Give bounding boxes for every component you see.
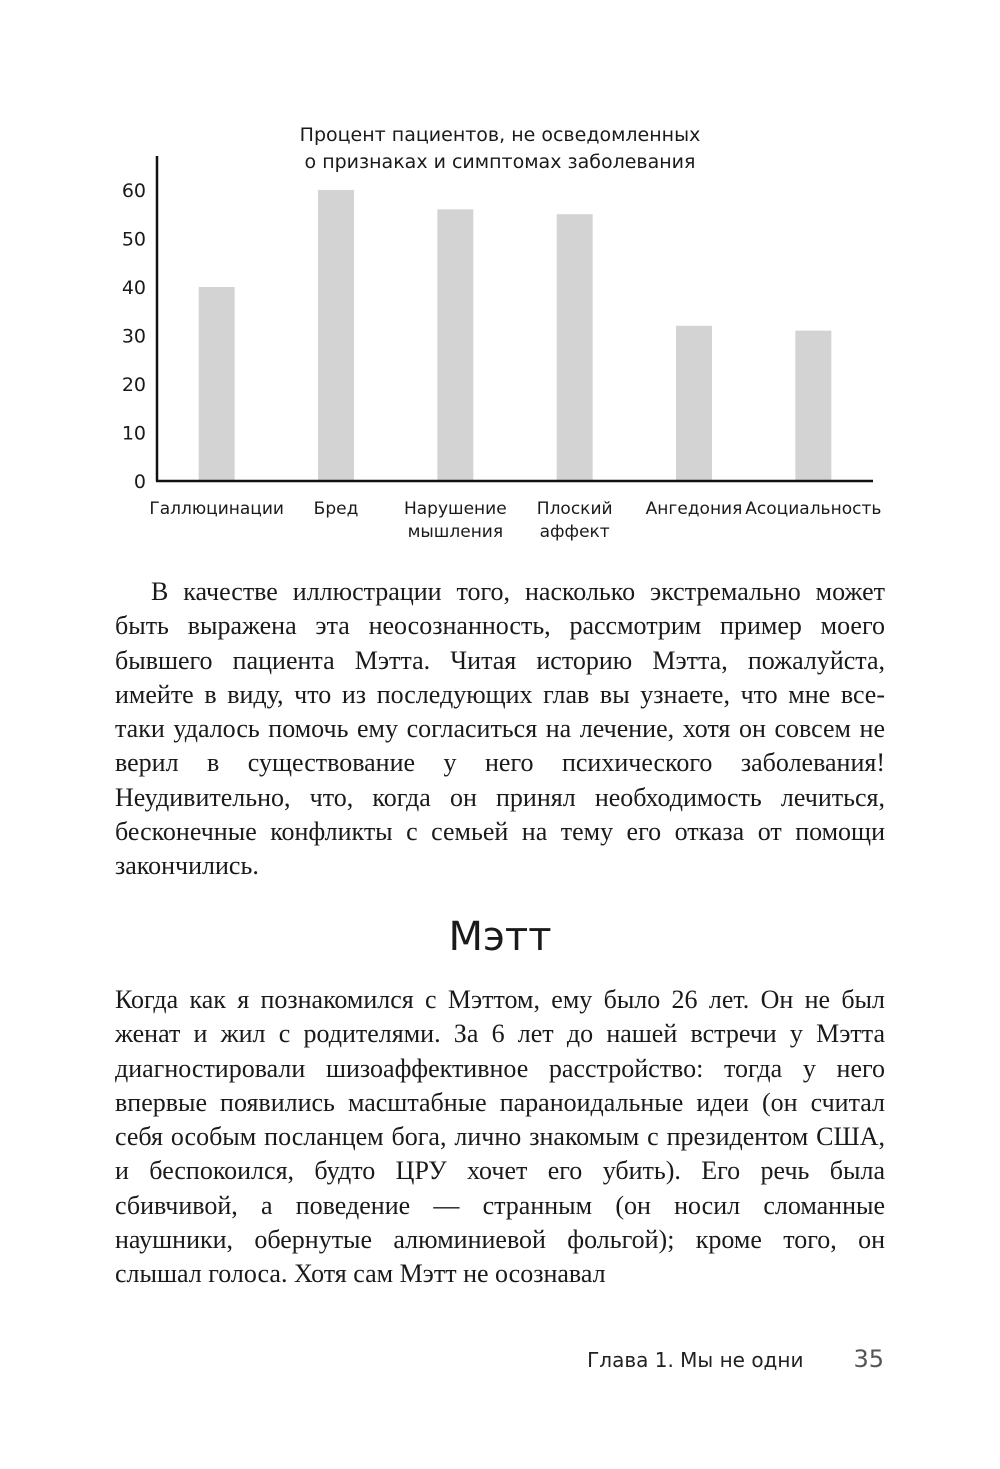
chart-title (300, 124, 701, 173)
x-tick-label: Бред (313, 499, 359, 519)
bar (318, 190, 354, 481)
bar (437, 209, 473, 481)
y-tick-label: 40 (121, 276, 146, 299)
chart-title-line: Процент пациентов, не осведомленных (299, 124, 701, 146)
x-tick-label: Ангедония (645, 499, 743, 519)
page-number: 35 (853, 1345, 884, 1373)
x-tick-label: Галлюцинации (149, 499, 284, 519)
y-tick-label: 20 (121, 373, 146, 396)
y-axis-ticks (122, 180, 146, 493)
x-tick-label: Нарушение (403, 499, 507, 519)
x-axis-labels (149, 499, 881, 542)
y-tick-label: 10 (121, 422, 146, 445)
x-tick-label: Асоциальность (745, 499, 882, 519)
running-title: Глава 1. Мы не одни (587, 1348, 804, 1372)
y-tick-label: 60 (121, 179, 146, 202)
bar (199, 287, 235, 481)
x-tick-label: аффект (539, 522, 610, 542)
y-tick-label: 50 (121, 228, 146, 251)
body-paragraph-intro: В качестве иллюстрации того, насколько экстремально может быть выражена эта неосознанность, рассмотрим пример моего бывшего пациента Мэтта. Читая историю Мэтта, пожалуйста, имейте в виду, что из последующих глав вы узнаете, что мне все-таки удалось помочь ему согласиться на лечение, хотя он совсем не верил в существование у него психического заболевания! Неудивительно, что, когда он принял необходимость лечиться, бесконечные конфликты с семьей на тему его отказа от помощи закончились. (115, 577, 885, 881)
chart-title-line: о признаках и симптомах заболевания (304, 151, 696, 173)
bar (676, 326, 712, 481)
chart-bars (199, 190, 832, 481)
body-paragraph-matt: Когда как я познакомился с Мэттом, ему было 26 лет. Он не был женат и жил с родителями. За 6 лет до нашей встречи у Мэтта диагностировали шизоаффективное расстройство: тогда у него впервые появились масштабные параноидальные идеи (он считал себя особым посланцем бога, лично знакомым с президентом США, и беспокоился, будто ЦРУ хочет его убить). Его речь была сбивчивой, а поведение — странным (он носил сломанные наушники, обернутые алюминиевой фольгой); кроме того, он слышал голоса. Хотя сам Мэтт не осознавал (115, 985, 885, 1289)
x-tick-label: мышления (407, 522, 504, 542)
section-heading: Мэтт (448, 914, 552, 960)
bar-chart (0, 0, 1000, 560)
y-tick-label: 0 (133, 471, 146, 493)
bar (795, 331, 831, 481)
bar (557, 214, 593, 481)
y-tick-label: 30 (121, 325, 146, 348)
x-tick-label: Плоский (536, 499, 613, 519)
page-footer (587, 1345, 884, 1373)
